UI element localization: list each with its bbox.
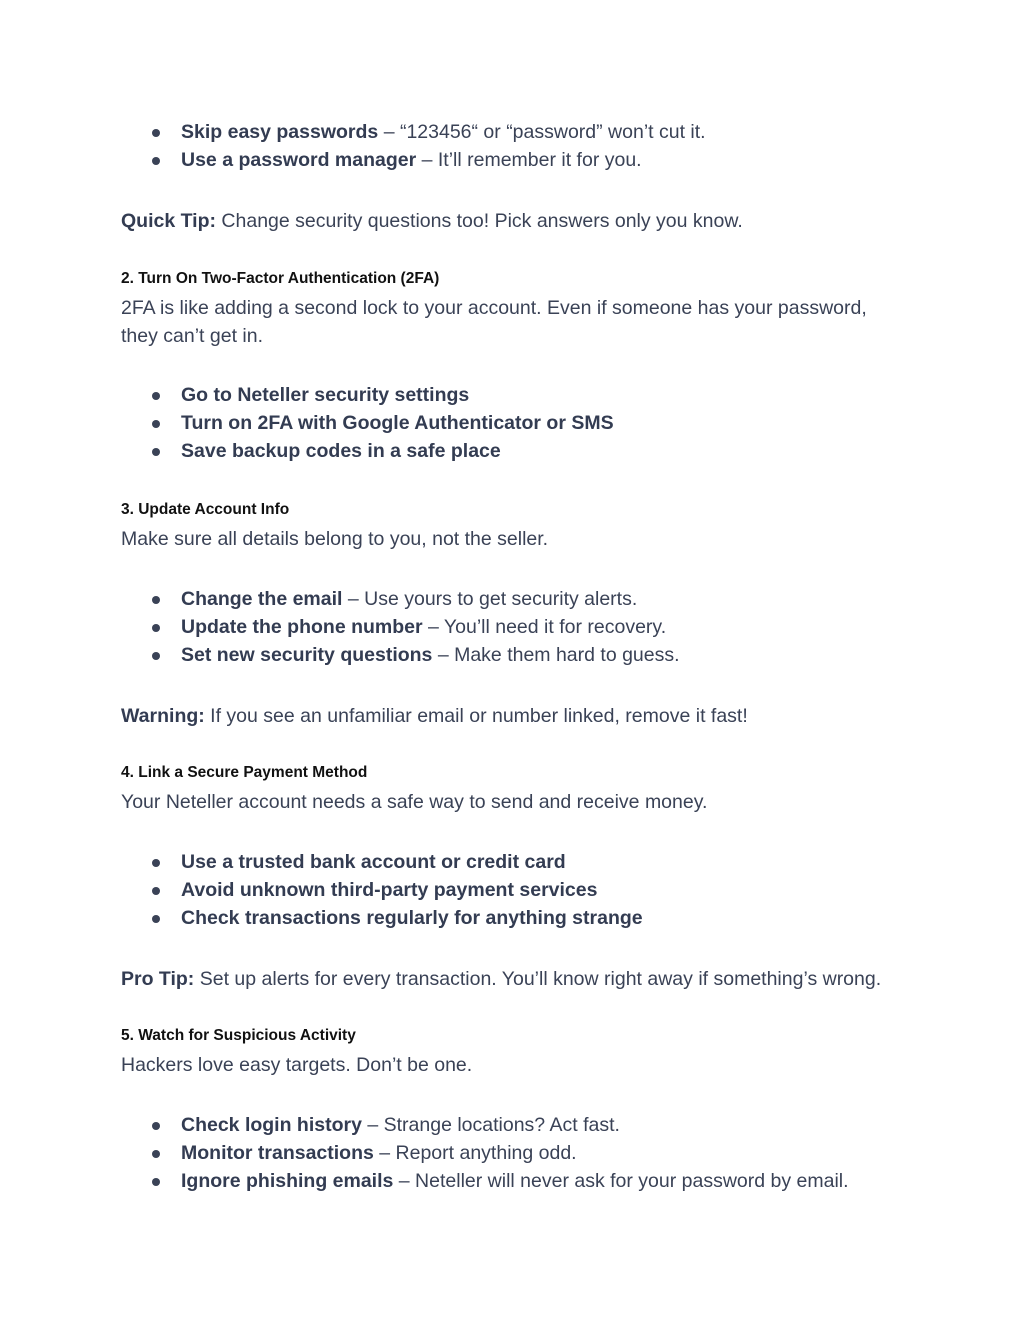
section-body-suspicious: Hackers love easy targets. Don’t be one. [121,1054,473,1076]
list-item [121,613,921,641]
list-item-bold: Use a password manager [181,149,417,171]
section-body-account-info: Make sure all details belong to you, not the seller. [121,528,549,550]
account-info-list [121,585,921,669]
bullet-icon [152,596,160,604]
list-item [121,848,921,876]
password-tips-list [121,118,921,174]
warning-note [121,702,921,730]
list-item [121,381,921,409]
list-item-bold: Change the email [181,588,343,610]
section-heading-account-info: 3. Update Account Info [121,501,290,518]
list-item [121,1139,921,1167]
list-item-text: – You’ll need it for recovery. [422,616,667,638]
pro-tip [121,965,981,993]
list-item-text: – Use yours to get security alerts. [342,588,638,610]
warning-label: Warning: [121,705,205,727]
bullet-icon [152,624,160,632]
bullet-icon [152,887,160,895]
list-item-bold: Update the phone number [181,616,423,638]
quick-tip [121,207,921,235]
list-item [121,904,921,932]
bullet-icon [152,859,160,867]
list-item [121,585,921,613]
section-heading-payment: 4. Link a Secure Payment Method [121,764,368,781]
list-item-text: – Report anything odd. [373,1142,577,1164]
list-item-bold: Check login history [181,1114,362,1136]
list-item-text: Go to Neteller security settings [181,384,470,406]
warning-text: If you see an unfamiliar email or number linked, remove it fast! [204,705,748,727]
bullet-icon [152,1122,160,1130]
list-item-text: Turn on 2FA with Google Authenticator or SMS [181,412,614,434]
list-item-bold: Set new security questions [181,644,433,666]
quick-tip-text: Change security questions too! Pick answers only you know. [216,210,743,232]
bullet-icon [152,1178,160,1186]
list-item [121,1167,921,1195]
list-item-text: Check transactions regularly for anything strange [181,907,643,929]
list-item [121,641,921,669]
suspicious-activity-list [121,1111,921,1195]
bullet-icon [152,652,160,660]
bullet-icon [152,448,160,456]
list-item-bold: Monitor transactions [181,1142,374,1164]
pro-tip-text: Set up alerts for every transaction. You’ll know right away if something’s wrong. [194,968,882,990]
list-item [121,876,921,904]
list-item [121,437,921,465]
list-item [121,118,921,146]
bullet-icon [152,129,160,137]
pro-tip-label: Pro Tip: [121,968,195,990]
list-item-text: – Strange locations? Act fast. [361,1114,620,1136]
section-body-2fa: 2FA is like adding a second lock to your account. Even if someone has your password, they can’t get in. [121,297,867,347]
bullet-icon [152,392,160,400]
list-item-bold: Ignore phishing emails [181,1170,394,1192]
quick-tip-label: Quick Tip: [121,210,216,232]
2fa-steps-list [121,381,921,465]
section-body-payment: Your Neteller account needs a safe way to send and receive money. [121,791,708,813]
section-heading-suspicious: 5. Watch for Suspicious Activity [121,1027,356,1044]
bullet-icon [152,420,160,428]
payment-tips-list [121,848,921,932]
list-item-text: Use a trusted bank account or credit card [181,851,566,873]
list-item-bold: Skip easy passwords [181,121,379,143]
bullet-icon [152,915,160,923]
list-item [121,146,921,174]
list-item-text: – It’ll remember it for you. [416,149,642,171]
list-item-text: Avoid unknown third-party payment services [181,879,598,901]
section-heading-2fa: 2. Turn On Two-Factor Authentication (2FA) [121,270,440,287]
list-item-text: – “123456“ or “password” won’t cut it. [378,121,706,143]
bullet-icon [152,1150,160,1158]
list-item-text: – Make them hard to guess. [432,644,680,666]
list-item [121,1111,921,1139]
list-item-text: Save backup codes in a safe place [181,440,501,462]
bullet-icon [152,157,160,165]
list-item [121,409,921,437]
list-item-text: – Neteller will never ask for your password by email. [393,1170,849,1192]
